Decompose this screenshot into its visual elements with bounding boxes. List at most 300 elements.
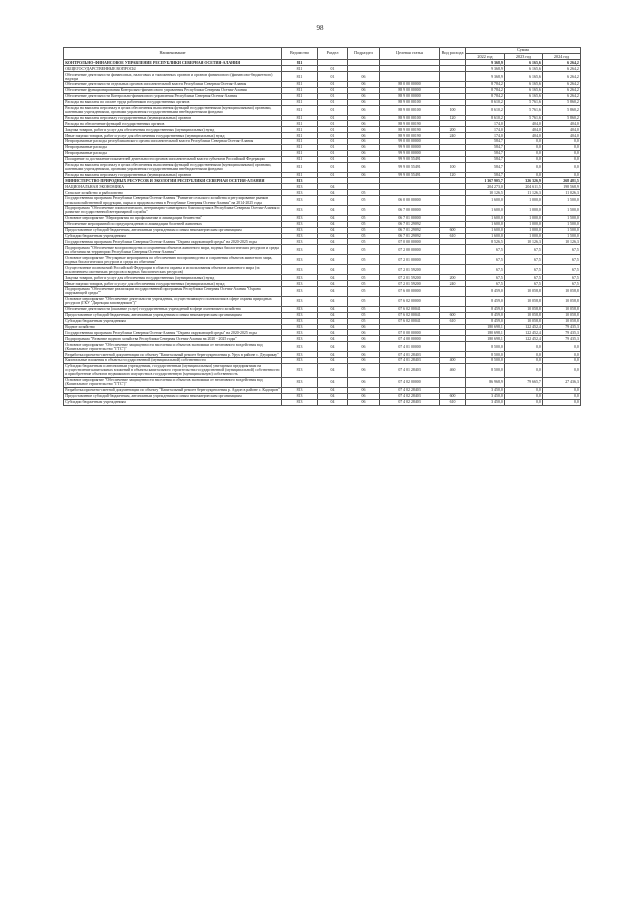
cell-2023: 6 165,6: [505, 60, 543, 66]
cell-name: Разработка проектно-сметной документации по объекту "Капитальный ремонт берегоукрепления р. Ардон в районе с. Кадгарон": [65, 388, 280, 393]
cell-subsection: 06: [348, 72, 380, 82]
cell-expense-type: 600: [440, 312, 466, 318]
cell-2024: 6 264,2: [543, 66, 581, 72]
cell-ministry: 813: [282, 312, 318, 318]
cell-2022: 180 698,1: [466, 336, 505, 342]
cell-2023: 10 058,8: [505, 287, 543, 297]
cell-2022: 8 500,0: [466, 352, 505, 358]
cell-2024: 5 860,2: [543, 105, 581, 115]
table-row: [64, 245, 581, 255]
cell-section: 04: [318, 330, 348, 336]
cell-section: 04: [318, 221, 348, 227]
cell-section: 04: [318, 377, 348, 387]
cell-name: Подпрограмма "Обеспечение эпизоотического, ветеринарно-санитарного благополучия в Республике Северная Осетия-Алания и развитие государственной ветеринарной службы": [65, 206, 280, 215]
cell-2024: 404,0: [543, 133, 581, 139]
cell-subsection: 06: [348, 352, 380, 358]
cell-section: 04: [318, 206, 348, 216]
cell-2024: 67,5: [543, 265, 581, 275]
cell-section: 04: [318, 306, 348, 312]
cell-2022: 174,0: [466, 127, 505, 133]
cell-target: 07 4 01 00000: [380, 342, 440, 352]
cell-2022: 1 600,0: [466, 221, 505, 227]
cell-name: Субсидии бюджетным и автономным учреждениям, государственным (муниципальным) унитарным предприятиям на осуществление капитальных вложений в объекты капитального строительства государственной (муниципальной) собственности и приобретение объектов недвижимого имущества в государственную (муниципальную) собственность: [64, 363, 282, 377]
cell-2023: 204 611,5: [505, 184, 543, 190]
cell-subsection: 06: [348, 115, 380, 121]
cell-target: 07 4 02 00000: [380, 377, 440, 387]
cell-target: 07 4 01 28403: [380, 363, 440, 377]
cell-2024: 0,0: [543, 399, 581, 405]
cell-name: МИНИСТЕРСТВО ПРИРОДНЫХ РЕСУРСОВ И ЭКОЛОГИИ РЕСПУБЛИКИ СЕВЕРНАЯ ОСЕТИЯ-АЛАНИЯ: [64, 178, 282, 184]
cell-name: Предоставление субсидий бюджетным, автономным учреждениям и иным некоммерческим организациям: [64, 312, 282, 318]
cell-ministry: 811: [282, 93, 318, 99]
cell-name: Расходы на выплаты по оплате труда работников государственных органов: [64, 99, 282, 105]
cell-name: Непрограммные расходы: [64, 144, 282, 150]
cell-subsection: 06: [348, 324, 380, 330]
cell-section: 01: [318, 72, 348, 82]
cell-2024: 6 264,2: [543, 93, 581, 99]
cell-2023: 404,0: [505, 127, 543, 133]
cell-2023: 10 058,8: [505, 306, 543, 312]
cell-2022: 86 968,9: [466, 377, 505, 387]
cell-2024: 1 500,0: [543, 196, 581, 206]
cell-expense-type: [440, 296, 466, 306]
cell-subsection: 06: [348, 82, 380, 88]
cell-2023: 10 058,8: [505, 296, 543, 306]
cell-name: Закупка товаров, работ и услуг для обеспечения государственных (муниципальных) нужд: [64, 275, 282, 281]
cell-section: 04: [318, 245, 348, 255]
cell-2024: 10 058,8: [543, 312, 581, 318]
cell-expense-type: 240: [440, 133, 466, 139]
cell-subsection: 05: [348, 239, 380, 245]
cell-2024: 10 058,8: [543, 287, 581, 297]
cell-2024: 404,0: [543, 127, 581, 133]
cell-ministry: 811: [282, 87, 318, 93]
cell-subsection: 06: [348, 139, 380, 145]
cell-2022: 8 784,2: [466, 93, 505, 99]
cell-target: 07 0 00 00000: [380, 239, 440, 245]
cell-ministry: 813: [282, 352, 318, 358]
cell-2024: 0,0: [543, 139, 581, 145]
cell-2024: 27 436,3: [543, 377, 581, 387]
cell-ministry: 811: [282, 139, 318, 145]
cell-ministry: 811: [282, 156, 318, 162]
cell-target: 88 0 00 00000: [380, 82, 440, 88]
cell-2022: 67,5: [466, 245, 505, 255]
cell-target: 07 4 02 28403: [380, 387, 440, 393]
cell-expense-type: 460: [440, 363, 466, 377]
cell-name: Субсидии бюджетным учреждениям: [64, 318, 282, 324]
cell-ministry: 813: [282, 184, 318, 190]
header-subsection: Подраздел: [348, 48, 380, 60]
cell-ministry: 813: [282, 281, 318, 287]
cell-ministry: 813: [282, 363, 318, 377]
cell-target: 99 9 00 55491: [380, 162, 440, 172]
header-sum: Сумма: [466, 48, 581, 54]
cell-2022: 8 459,0: [466, 312, 505, 318]
cell-name: Обеспечение деятельности отдельных органов исполнительной власти Республики Северная Осетия-Алания: [64, 82, 282, 88]
cell-2023: 10 126,3: [505, 239, 543, 245]
cell-expense-type: [440, 265, 466, 275]
cell-target: 07 2 01 59200: [380, 265, 440, 275]
cell-2024: 10 126,3: [543, 239, 581, 245]
cell-name: Иные закупки товаров, работ и услуг для обеспечения государственных (муниципальных) нужд: [64, 281, 282, 287]
cell-subsection: 05: [348, 306, 380, 312]
cell-2023: 11 126,3: [505, 190, 543, 196]
cell-name: Непрограммные расходы республиканского органа исполнительной власти Республики Северная Осетия-Алания: [64, 139, 282, 145]
cell-ministry: 813: [282, 287, 318, 297]
cell-section: 01: [318, 150, 348, 156]
cell-name: Непрограммные расходы: [64, 150, 282, 156]
cell-2024: 67,5: [543, 281, 581, 287]
cell-expense-type: 600: [440, 393, 466, 399]
table-row: [64, 342, 581, 352]
cell-2023: 5 761,6: [505, 115, 543, 121]
table-row: [64, 72, 581, 82]
cell-subsection: 06: [348, 127, 380, 133]
header-2024: 2024 год: [543, 54, 581, 60]
cell-ministry: 813: [282, 342, 318, 352]
cell-2024: 6 264,2: [543, 82, 581, 88]
cell-target: 88 9 00 00100: [380, 105, 440, 115]
cell-section: 04: [318, 215, 348, 221]
cell-subsection: 06: [348, 387, 380, 393]
cell-subsection: 05: [348, 227, 380, 233]
cell-ministry: 811: [282, 121, 318, 127]
cell-2022: 9 368,9: [466, 60, 505, 66]
cell-2023: 6 165,6: [505, 66, 543, 72]
cell-section: 01: [318, 144, 348, 150]
cell-target: 07 2 01 59200: [380, 281, 440, 287]
cell-2023: 0,0: [505, 144, 543, 150]
cell-2024: 10 058,8: [543, 296, 581, 306]
cell-target: 88 9 00 00100: [380, 99, 440, 105]
cell-expense-type: [440, 245, 466, 255]
cell-ministry: 813: [282, 393, 318, 399]
cell-subsection: 06: [348, 99, 380, 105]
cell-2024: 0,0: [543, 342, 581, 352]
cell-2022: 8 610,2: [466, 105, 505, 115]
cell-name: Расходы на выплаты персоналу государственных (муниципальных) органов: [64, 172, 282, 178]
cell-ministry: 813: [282, 196, 318, 206]
cell-2022: 584,7: [466, 172, 505, 178]
cell-2023: 5 761,6: [505, 99, 543, 105]
cell-name: Обеспечение функционирования Контрольно-финансового управления Республики Северная Осетия-Алания: [64, 87, 282, 93]
cell-2023: 0,0: [505, 387, 543, 393]
cell-target: 88 9 00 00100: [380, 115, 440, 121]
cell-2023: 0,0: [505, 363, 543, 377]
cell-ministry: 811: [282, 162, 318, 172]
cell-name: Осуществление полномочий Российской Федерации в области охраны и использования объектов животного мира (за исключением охотничьих ресурсов и водных биологических ресурсов): [64, 265, 282, 275]
cell-subsection: 05: [348, 287, 380, 297]
cell-expense-type: 240: [440, 281, 466, 287]
cell-target: 07 4 01 28403: [380, 352, 440, 358]
table-row: [64, 377, 581, 387]
cell-target: 88 9 00 00190: [380, 121, 440, 127]
cell-2022: 3 450,0: [466, 387, 505, 393]
cell-target: 06 7 01 29092: [380, 233, 440, 239]
cell-2024: 1 500,0: [543, 233, 581, 239]
cell-target: 07 0 00 00000: [380, 330, 440, 336]
cell-name: Поощрение за достижение показателей деятельности органов исполнительной власти субъектов Российской Федерации: [64, 156, 282, 162]
cell-section: 04: [318, 324, 348, 330]
cell-ministry: 813: [282, 377, 318, 387]
cell-subsection: 06: [348, 399, 380, 405]
cell-section: 04: [318, 233, 348, 239]
cell-subsection: 06: [348, 156, 380, 162]
cell-subsection: 06: [348, 150, 380, 156]
cell-target: 07 6 00 00000: [380, 287, 440, 297]
cell-2022: 9 368,9: [466, 66, 505, 72]
cell-section: 04: [318, 363, 348, 377]
cell-2023: 67,5: [505, 275, 543, 281]
cell-ministry: 813: [282, 239, 318, 245]
cell-2024: 1 500,0: [543, 206, 581, 216]
cell-2023: 79 665,7: [505, 377, 543, 387]
cell-2024: 5 860,2: [543, 115, 581, 121]
cell-ministry: 811: [282, 66, 318, 72]
cell-2024: 79 435,3: [543, 336, 581, 342]
cell-section: 01: [318, 139, 348, 145]
cell-target: 06 0 00 00000: [380, 196, 440, 206]
cell-subsection: 05: [348, 190, 380, 196]
cell-section: 04: [318, 387, 348, 393]
table-row: [64, 206, 581, 216]
cell-2023: 122 452,4: [505, 324, 543, 330]
header-target: Целевая статья: [380, 48, 440, 60]
cell-2022: 8 459,0: [466, 287, 505, 297]
cell-ministry: 811: [282, 127, 318, 133]
cell-expense-type: [440, 206, 466, 216]
cell-target: 07 6 02 00000: [380, 296, 440, 306]
cell-section: 01: [318, 93, 348, 99]
cell-name: КОНТРОЛЬНО-ФИНАНСОВОЕ УПРАВЛЕНИЕ РЕСПУБЛИКИ СЕВЕРНАЯ ОСЕТИЯ-АЛАНИЯ: [64, 60, 282, 66]
cell-target: 99 9 00 55491: [380, 156, 440, 162]
cell-ministry: 813: [282, 399, 318, 405]
cell-2023: 0,0: [505, 352, 543, 358]
cell-subsection: 06: [348, 342, 380, 352]
cell-expense-type: 400: [440, 358, 466, 364]
cell-name: Расходы на выплаты персоналу в целях обеспечения выполнения функций государственными (муниципальными) органами, казенными учреждениями, органами управления государственными внебюджетными фондами: [64, 162, 282, 172]
cell-ministry: 811: [282, 72, 318, 82]
cell-ministry: 811: [282, 60, 318, 66]
cell-name: Водное хозяйство: [64, 324, 282, 330]
cell-name: Расходы на обеспечение функций государственных органов: [64, 121, 282, 127]
cell-target: 99 9 00 00000: [380, 144, 440, 150]
cell-section: 04: [318, 312, 348, 318]
cell-section: 04: [318, 336, 348, 342]
cell-section: 01: [318, 172, 348, 178]
cell-2023: 0,0: [505, 139, 543, 145]
cell-subsection: 05: [348, 233, 380, 239]
cell-2024: 0,0: [543, 156, 581, 162]
cell-target: 06 7 01 00000: [380, 215, 440, 221]
cell-target: 07 4 02 28403: [380, 399, 440, 405]
cell-ministry: 813: [282, 233, 318, 239]
cell-subsection: 06: [348, 133, 380, 139]
cell-2022: 8 459,0: [466, 306, 505, 312]
cell-2022: 8 784,2: [466, 87, 505, 93]
cell-section: 04: [318, 399, 348, 405]
cell-target: 07 2 00 00000: [380, 245, 440, 255]
cell-expense-type: 610: [440, 399, 466, 405]
cell-2023: 6 165,6: [505, 72, 543, 82]
cell-2024: 0,0: [543, 172, 581, 178]
cell-target: 07 4 02 28403: [380, 393, 440, 399]
cell-2023: 0,0: [505, 150, 543, 156]
cell-name: Капитальные вложения в объекты государственной (муниципальной) собственности: [64, 358, 282, 364]
cell-2023: 0,0: [505, 358, 543, 364]
cell-name: Обеспечение мероприятий по предупреждению и ликвидации болезней животных: [64, 221, 282, 227]
table-row: [64, 105, 581, 115]
cell-target: 06 7 01 29092: [380, 221, 440, 227]
cell-ministry: 813: [282, 221, 318, 227]
cell-subsection: 05: [348, 281, 380, 287]
cell-2023: 1 000,0: [505, 221, 543, 227]
cell-2023: 404,0: [505, 121, 543, 127]
cell-2024: 67,5: [543, 255, 581, 265]
table-row: [64, 363, 581, 377]
cell-section: 04: [318, 275, 348, 281]
cell-2023: 67,5: [505, 245, 543, 255]
cell-ministry: 813: [282, 206, 318, 216]
cell-2022: 67,5: [466, 265, 505, 275]
cell-2022: 584,7: [466, 156, 505, 162]
header-expense-type: Вид расхода: [440, 48, 466, 60]
cell-2024: 5 860,2: [543, 99, 581, 105]
cell-section: 01: [318, 156, 348, 162]
cell-ministry: 813: [282, 255, 318, 265]
cell-section: 04: [318, 255, 348, 265]
cell-2024: 79 435,3: [543, 324, 581, 330]
cell-2024: 0,0: [543, 144, 581, 150]
cell-2023: 1 000,0: [505, 233, 543, 239]
cell-subsection: 06: [348, 363, 380, 377]
cell-2022: 1 600,0: [466, 215, 505, 221]
cell-2023: 326 326,9: [505, 178, 543, 184]
cell-name: НАЦИОНАЛЬНАЯ ЭКОНОМИКА: [64, 184, 282, 190]
cell-2022: 67,5: [466, 275, 505, 281]
cell-2024: 0,0: [543, 363, 581, 377]
cell-2023: 0,0: [505, 172, 543, 178]
cell-ministry: 813: [282, 245, 318, 255]
table-row: [64, 255, 581, 265]
cell-section: 01: [318, 105, 348, 115]
cell-section: 01: [318, 127, 348, 133]
cell-name: Основное мероприятие "Мероприятия по профилактике и ликвидации бешенства": [64, 215, 282, 221]
cell-2022: 1 600,0: [466, 227, 505, 233]
cell-expense-type: 200: [440, 127, 466, 133]
cell-name: Основное мероприятие "Регулярные мероприятия по обеспечению воспроизводства и сохранения объектов животного мира, водных биологических ресурсов и среды их обитания": [64, 255, 282, 265]
cell-subsection: 06: [348, 162, 380, 172]
cell-2023: 6 165,6: [505, 93, 543, 99]
table-row: [64, 196, 581, 206]
cell-2022: 8 610,2: [466, 115, 505, 121]
cell-ministry: 813: [282, 296, 318, 306]
cell-section: 04: [318, 227, 348, 233]
cell-subsection: 05: [348, 312, 380, 318]
cell-2022: 8 784,2: [466, 82, 505, 88]
cell-section: 04: [318, 265, 348, 275]
cell-2024: 268 481,5: [543, 178, 581, 184]
header-2023: 2023 год: [505, 54, 543, 60]
cell-subsection: 05: [348, 275, 380, 281]
cell-2022: 67,5: [466, 281, 505, 287]
cell-section: 01: [318, 87, 348, 93]
cell-ministry: 813: [282, 330, 318, 336]
cell-2022: 8 459,0: [466, 296, 505, 306]
table-row: [64, 265, 581, 275]
cell-2023: 5 761,6: [505, 105, 543, 115]
header-ministry: Ведомство: [282, 48, 318, 60]
cell-target: 06 7 01 29092: [380, 227, 440, 233]
cell-2022: 1 600,0: [466, 196, 505, 206]
cell-expense-type: 200: [440, 275, 466, 281]
cell-2024: 0,0: [543, 162, 581, 172]
cell-2024: 6 264,2: [543, 60, 581, 66]
cell-subsection: 06: [348, 330, 380, 336]
cell-2022: 180 698,1: [466, 324, 505, 330]
cell-2022: 174,0: [466, 133, 505, 139]
cell-2023: 0,0: [505, 162, 543, 172]
cell-2023: 67,5: [505, 281, 543, 287]
page-number: 98: [316, 24, 324, 32]
cell-subsection: 05: [348, 221, 380, 227]
cell-name: Обеспечение деятельности Контрольно-финансового управления Республики Северная Осетия-Алания: [64, 93, 282, 99]
cell-subsection: 05: [348, 206, 380, 216]
cell-ministry: 813: [282, 215, 318, 221]
cell-2024: 10 058,8: [543, 318, 581, 324]
cell-name: Подпрограмма "Обеспечение воспроизводства и сохранения объектов животного мира, водных биологических ресурсов и среды их обитания на территории Республики Северная Осетия-Алания": [64, 245, 282, 255]
cell-name: Обеспечение деятельности финансовых, налоговых и таможенных органов и органов финансового (финансово-бюджетного) надзора: [64, 72, 282, 82]
cell-ministry: 811: [282, 99, 318, 105]
cell-section: 04: [318, 296, 348, 306]
cell-section: 04: [318, 281, 348, 287]
cell-ministry: 811: [282, 144, 318, 150]
cell-2022: 180 698,1: [466, 330, 505, 336]
cell-2022: 9 368,9: [466, 72, 505, 82]
cell-2023: 1 000,0: [505, 215, 543, 221]
cell-name: Расходы на выплаты персоналу государственных (муниципальных) органов: [64, 115, 282, 121]
cell-2024: 1 500,0: [543, 215, 581, 221]
cell-2022: 8 500,0: [466, 342, 505, 352]
cell-expense-type: 610: [440, 318, 466, 324]
cell-2022: 8 459,0: [466, 318, 505, 324]
table-row: [64, 296, 581, 306]
cell-name: Основное мероприятие "Обеспечение защищенности населения и объектов экономики от негативного воздействия вод (Капитальное строительство "ГТС")": [64, 377, 282, 387]
cell-section: 01: [318, 162, 348, 172]
cell-2023: 1 000,0: [505, 227, 543, 233]
cell-ministry: 811: [282, 150, 318, 156]
cell-name: Расходы на выплаты персоналу в целях обеспечения выполнения функций государственными (муниципальными) органами, казенными учреждениями, органами управления государственными внебюджетными фондами: [64, 105, 282, 115]
header-section: Раздел: [318, 48, 348, 60]
cell-2024: 79 435,3: [543, 330, 581, 336]
cell-name: Подпрограмма "Развитие водного хозяйства Республики Северная Осетия-Алания на 2020 - 2025 годы": [64, 336, 282, 342]
cell-section: 01: [318, 133, 348, 139]
cell-subsection: 05: [348, 215, 380, 221]
cell-subsection: 06: [348, 393, 380, 399]
cell-2024: 0,0: [543, 352, 581, 358]
budget-table: [63, 47, 581, 406]
cell-2022: 204 273,0: [466, 184, 505, 190]
cell-ministry: 813: [282, 178, 318, 184]
cell-subsection: 06: [348, 336, 380, 342]
cell-2024: 67,5: [543, 275, 581, 281]
cell-2023: 10 058,8: [505, 312, 543, 318]
cell-expense-type: 120: [440, 115, 466, 121]
header-2022: 2022 год: [466, 54, 505, 60]
cell-2022: 3 450,0: [466, 393, 505, 399]
cell-section: 04: [318, 342, 348, 352]
